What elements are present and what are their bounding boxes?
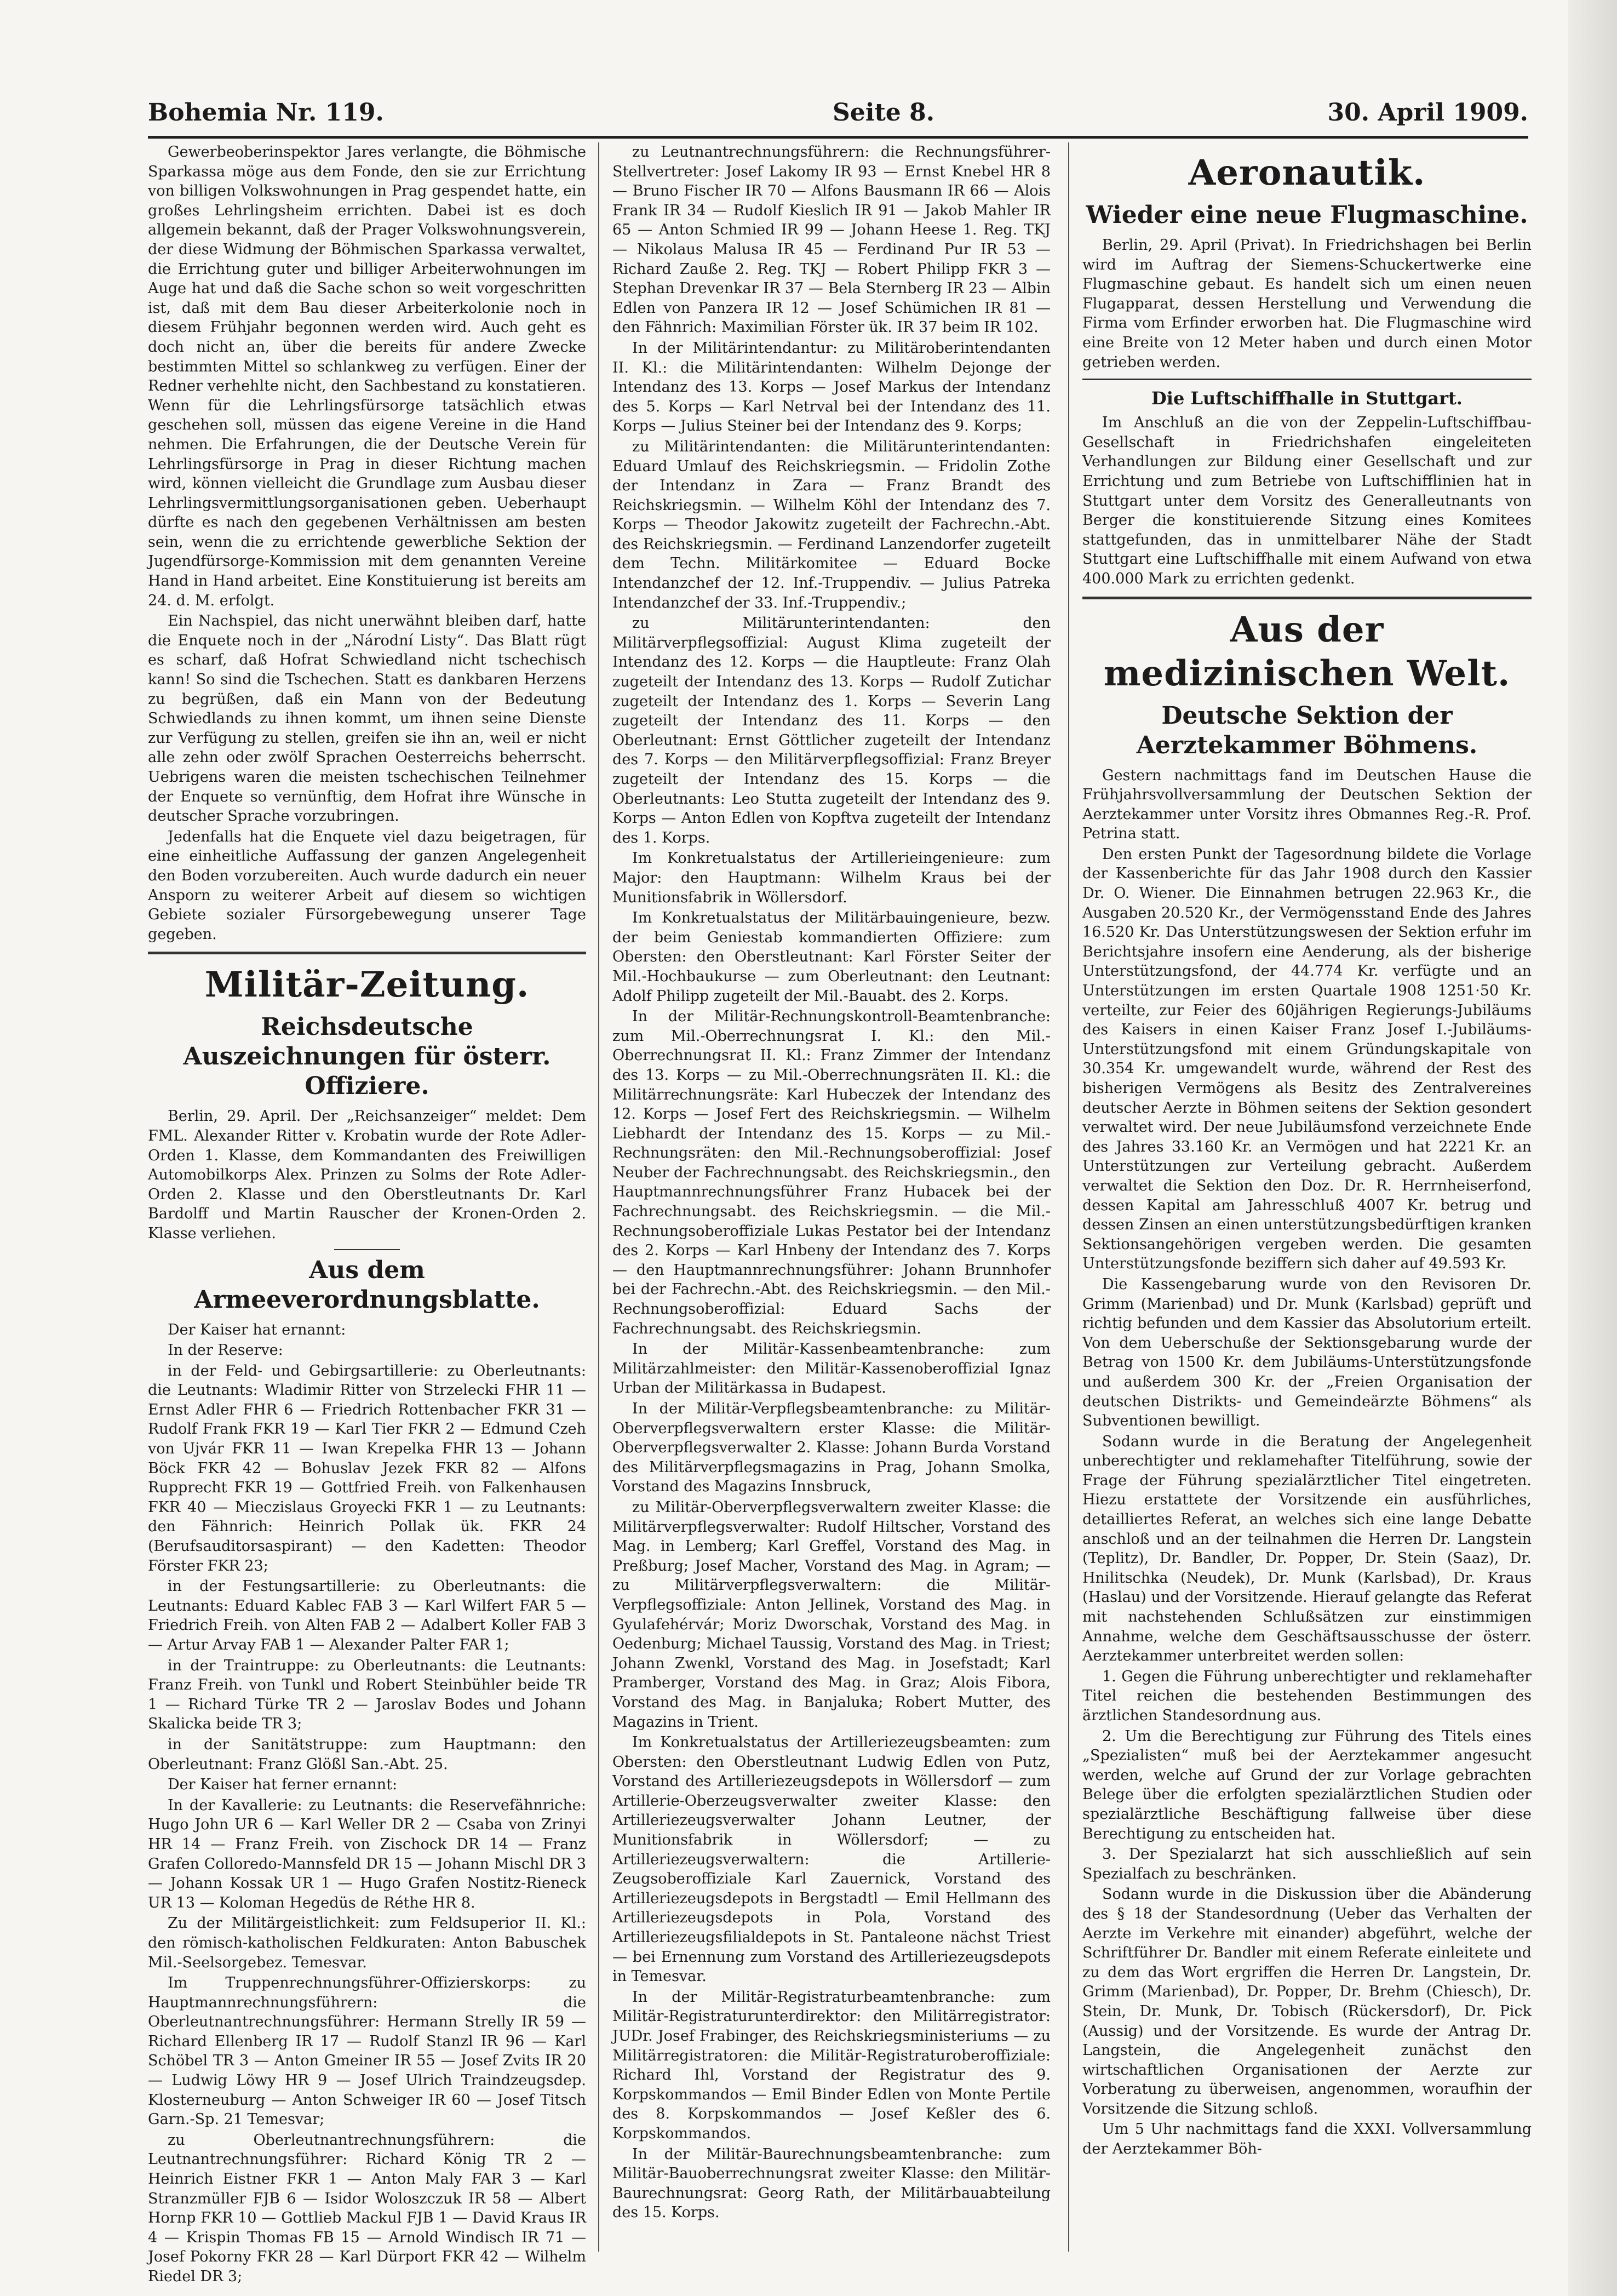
article-paragraph: in der Feld- und Gebirgsartillerie: zu Oberleutnants: die Leutnants: Wladimir Ritter von Strzelecki FHR 11 — Ernst Adler FHR 6 — Friedrich Rottenbacher FKR 31 — Rudolf Frank FKR 19 — Karl Tier FKR 2 — Edmund Czeh von Ujvár FKR 11 — Iwan Krepelka FHR 13 — Johann Böck FKR 42 — Bohuslav Jezek FKR 82 — Alfons Rupprecht FKR 19 — Gottfried Freih. von Falkenhausen FKR 40 — Mieczislaus Groyecki FKR 1 — zu Leutnants: den Fähnrich: Heinrich Pollak ük. FKR 24 (Berufsauditorsaspirant) — den Kadetten: Theodor Förster FKR 23; [148, 1362, 586, 1574]
article-paragraph: Berlin, 29. April (Privat). In Friedrichshagen bei Berlin wird im Auftrag der Siemens-Schuckertwerke eine Flugmaschine gebaut. Es handelt sich um einen neuen Flugapparat, dessen Herstellung und Verwendung die Firma vom Erfinder erworben hat. Die Flugmaschine wird eine Breite von 12 Meter haben und durch einen Motor getrieben werden. [1082, 237, 1532, 371]
article-paragraph: in der Festungsartillerie: zu Oberleutnants: die Leutnants: Eduard Kablec FAB 3 — Karl Wilfert FAR 5 — Friedrich Freih. von Alten FAB 2 — Adalbert Koller FAB 3 — Artur Arvay FAB 1 — Alexander Palter FAR 1; [148, 1578, 586, 1653]
section-rule [148, 952, 586, 954]
article-paragraph: 3. Der Spezialarzt hat sich ausschließlich auf sein Spezialfach zu beschränken. [1082, 1846, 1532, 1882]
article-paragraph: zu Oberleutnantrechnungsführern: die Leutnantrechnungsführer: Richard König TR 2 — Heinrich Eistner FKR 1 — Anton Maly FAR 3 — Karl Stranzmüller FJB 6 — Isidor Woloszczuk IR 58 — Albert Hornp FKR 10 — Gottlieb Mackul FJB 1 — David Kraus IR 4 — Krispin Thomas FB 15 — Arnold Windisch IR 71 — Josef Pokorny FKR 28 — Karl Dürport FKR 42 — Wilhelm Riedel DR 3; [148, 2131, 586, 2285]
column-divider [598, 142, 599, 2252]
article-paragraph: Im Truppenrechnungsführer-Offizierskorps: zu Hauptmannrechnungsführern: die Oberleutnantrechnungsführer: Hermann Strelly IR 59 — Richard Ellenberg IR 17 — Rudolf Stanzl IR 96 — Karl Schöbel TR 3 — Anton Gmeiner IR 55 — Josef Zvits IR 20 — Ludwig Löwy HR 9 — Josef Ulrich Traindzeugsdep. Klosterneuburg — Anton Schweiger IR 60 — Josef Titsch Garn.-Sp. 21 Temesvar; [148, 1974, 586, 2128]
article-paragraph: 2. Um die Berechtigung zur Führung des Titels eines „Spezialisten“ muß bei der Aerztekammer angesucht werden, welche auf Grund der zur Vorlage gebrachten Belege über die erfolgten spezialärztlichen Studien oder spezialärztliche Beschäftigung fallweise über diese Berechtigung zu entscheiden hat. [1082, 1727, 1532, 1842]
article-paragraph: Gewerbeoberinspektor Jares verlangte, die Böhmische Sparkassa möge aus dem Fonde, den sie zur Errichtung von billigen Volkswohnungen in Prag gespendet hatte, ein großes Lehrlingsheim errichten. Dabei ist es doch allgemein bekannt, daß der Prager Volkswohnungsverein, der diese Widmung der Böhmischen Sparkassa verwaltet, die Errichtung guter und billiger Arbeiterwohnungen im Auge hat und daß die Sache schon so weit vorgeschritten ist, daß mit dem Bau dieser Arbeiterkolonie noch in diesem Frühjahr begonnen werden wird. Auch geht es doch nicht an, über die bereits für andere Zwecke bestimmten Mittel so schlankweg zu verfügen. Einer der Redner verhehlte nicht, den Sachbestand zu konstatieren. Wenn für die Lehrlingsfürsorge tatsächlich etwas geschehen soll, müssen das eigene Vereine in die Hand nehmen. Die Erfahrungen, die der Deutsche Verein für Lehrlingsfürsorge in Prag in dieser Richtung machen wird, können vielleicht die Grundlage zum Ausbau dieser Lehrlingsvermittlungsorganisationen geben. Ueberhaupt dürfte es nach den gegebenen Verhältnissen am besten sein, wenn die zu errichtende gewerbliche Sektion der Jugendfürsorge-Kommission mit dem genannten Vereine Hand in Hand arbeitet. Eine Konstituierung ist bereits am 24. d. M. erfolgt. [148, 144, 586, 609]
article-title: Aus dem Armeeverordnungsblatte. [194, 1256, 540, 1314]
article-paragraph: in der Traintruppe: zu Oberleutnants: die Leutnants: Franz Freih. von Tunkl und Robert Steinbühler beide TR 1 — Richard Türke TR 2 — Jaroslav Bodes und Johann Skalicka beide TR 3; [148, 1657, 586, 1733]
article-paragraph: zu Leutnantrechnungsführern: die Rechnungsführer-Stellvertreter: Josef Lakomy IR 93 — Ernst Knebel HR 8 — Bruno Fischer IR 70 — Alfons Bausmann IR 66 — Alois Frank IR 34 — Rudolf Kieslich IR 91 — Jakob Mahler IR 65 — Anton Schmied IR 99 — Johann Heese 1. Reg. TKJ — Nikolaus Malusa IR 45 — Ferdinand Pur IR 53 — Richard Zauße 2. Reg. TKJ — Robert Philipp FKR 3 — Stephan Drevenkar IR 37 — Bela Sternberg IR 23 — Albin Edlen von Panzera IR 12 — Josef Schümichen IR 81 — den Fähnrich: Maximilian Förster ük. IR 37 beim IR 102. [612, 144, 1051, 336]
page-header [148, 93, 1528, 131]
divider [334, 1249, 400, 1250]
article-paragraph: Den ersten Punkt der Tagesordnung bildete die Vorlage der Kassenberichte für das Jahr 1908 durch den Kassier Dr. O. Wiener. Die Einnahmen betrugen 22.963 Kr., die Ausgaben 20.520 Kr., der Vermögensstand Ende des Jahres 16.520 Kr. Das Unterstützungswesen der Sektion erfuhr im Berichtsjahre insofern eine Aenderung, als der bisherige Unterstützungsfond, der 44.774 Kr. verfügte und an Unterstützungen im ersten Quartale 1908 1251·50 Kr. verteilte, zur Feier des 60jährigen Regierungs-Jubiläums des Kaisers in einen Kaiser Franz Josef I.-Jubiläums-Unterstützungsfond mit einem Gründungskapitale von 30.354 Kr. umgewandelt wurde, während der Rest des bisherigen Vermögens als Besitz des Zentralvereines deutscher Aerzte in Böhmen seitens der Sektion gesondert verwaltet wird. Der neue Jubiläumsfond verzeichnete Ende des Jahres 33.160 Kr. an Vermögen und hat 2221 Kr. an Unterstützungen zur Verteilung gebracht. Außerdem verwaltet die Sektion den Doz. Dr. R. Herrnheiserfond, dessen Kapital am Jahresschluß 4007 Kr. betrug und dessen Zinsen an einen unterstützungsbedürftigen kranken Sektionsangehörigen vergeben werden. Die gesamten Unterstützungsfonde beziffern sich daher auf 49.593 Kr. [1082, 845, 1532, 1273]
section-title: Militär-Zeitung. [204, 964, 530, 1006]
column-divider [1068, 142, 1069, 2252]
article-paragraph: In der Reserve: [168, 1342, 283, 1359]
article-paragraph: zu Militärunterintendanten: den Militärverpflegsoffizial: August Klima zugeteilt der Intendanz des 12. Korps — die Hauptleute: Franz Olah zugeteilt der Intendanz des 13. Korps — Rudolf Zutichar zugeteilt der Intendanz des 1. Korps — Severin Lang zugeteilt der Intendanz des 11. Korps — den Oberleutnant: Ernst Göttlicher zugeteilt der Intendanz des 7. Korps — den Militärverpflegsoffizial: Franz Breyer zugeteilt der Intendanz des 15. Korps — die Oberleutnants: Leo Stutta zugeteilt der Intendanz des 9. Korps — Anton Edlen von Kopftva zugeteilt der Intendanz des 1. Korps. [612, 615, 1051, 846]
article-paragraph: Zu der Militärgeistlichkeit: zum Feldsuperior II. Kl.: den römisch-katholischen Feldkuraten: Anton Babuschek Mil.-Seelsorgebez. Temesvar. [148, 1915, 586, 1971]
column-3 [1082, 142, 1532, 2252]
article-paragraph: Um 5 Uhr nachmittags fand die XXXI. Vollversammlung der Aerztekammer Böh- [1082, 2121, 1532, 2158]
article-title: Die Luftschiffhalle in Stuttgart. [1151, 388, 1463, 409]
article-paragraph: In der Militär-Baurechnungsbeamtenbranche: zum Militär-Bauoberrechnungsrat zweiter Klasse: den Militär-Baurechnungsrat: Georg Rath, der Militärbauabteilung des 15. Korps. [612, 2145, 1051, 2221]
article-paragraph: zu Militär-Oberverpflegsverwaltern zweiter Klasse: die Militärverpflegsverwalter: Rudolf Hiltscher, Vorstand des Mag. in Lemberg; Karl Greffel, Vorstand des Mag. in Preßburg; Josef Macher, Vorstand des Mag. in Agram; — zu Militärverpflegsverwaltern: die Militär-Verpflegsoffiziale: Anton Jellinek, Vorstand des Mag. in Gyulafehérvár; Moriz Dworschak, Vorstand des Mag. in Oedenburg; Michael Taussig, Vorstand des Mag. in Triest; Johann Zwenkl, Vorstand des Mag. in Josefstadt; Karl Pramberger, Vorstand des Mag. in Graz; Alois Fibora, Vorstand des Mag. in Banjaluka; Robert Mutter, des Magazins in Trient. [612, 1498, 1051, 1731]
page-number: Seite 8. [833, 99, 935, 127]
article-paragraph: in der Sanitätstruppe: zum Hauptmann: den Oberleutnant: Franz Glößl San.-Abt. 25. [148, 1736, 586, 1773]
article-paragraph: Sodann wurde in die Diskussion über die Abänderung des § 18 der Standesordnung (Ueber das Verhalten der Aerzte im Verkehre mit einander) abgeführt, welche der Schriftführer Dr. Bandler mit einem Referate einleitete und zu dem das Wort ergriffen die Herren Dr. Langstein, Dr. Grimm (Marienbad), Dr. Popper, Dr. Brehm (Chiesch), Dr. Stein, Dr. Munk, Dr. Tobisch (Rückersdorf), Dr. Pick (Aussig) und der Vorsitzende. Es wurde der Antrag Dr. Langstein, die Angelegenheit zunächst den wirtschaftlichen Organisationen der Aerzte zur Vorberatung zu überweisen, angenommen, woraufhin der Vorsitzende die Sitzung schloß. [1082, 1886, 1532, 2117]
article-paragraph: Der Kaiser hat ferner ernannt: [168, 1776, 398, 1794]
article-title: Wieder eine neue Flugmaschine. [1086, 201, 1528, 229]
header-rule [148, 136, 1528, 139]
column-1 [148, 142, 586, 2285]
column-2 [612, 142, 1051, 2252]
article-paragraph: In der Militärintendantur: zu Militäroberintendanten II. Kl.: die Militärintendanten: Wilhelm Dejonge der Intendanz des 13. Korps — Josef Markus der Intendanz des 5. Korps — Karl Netrval bei der Intendanz des 11. Korps — Julius Steiner bei der Intendanz des 9. Korps; [612, 339, 1051, 435]
article-paragraph: Ein Nachspiel, das nicht unerwähnt bleiben darf, hatte die Enquete noch in der „Národní Listy“. Das Blatt rügt es scharf, daß Hofrat Schwiedland nicht tschechisch kann! So sind die Tschechen. Statt es dankbaren Herzens zu begrüßen, daß ein Mann von der Bedeutung Schwiedlands zu ihnen kommt, um ihnen seine Dienste zur Verfügung zu stellen, greifen sie ihn an, weil er nicht alle zehn oder zwölf Sprachen Oesterreichs beherrscht. Uebrigens waren die meisten tschechischen Teilnehmer der Enquete so vernünftig, dem Hofrat ihre Wünsche in deutscher Sprache vorzubringen. [148, 612, 586, 825]
article-paragraph: In der Militär-Rechnungskontroll-Beamtenbranche: zum Mil.-Oberrechnungsrat I. Kl.: den Mil.-Oberrechnungsrat II. Kl.: Franz Zimmer der Intendanz des 13. Korps — zu Mil.-Oberrechnungsräten II. Kl.: die Militärrechnungsräte: Karl Hubeczek der Intendanz des 12. Korps — Josef Fert des Reichskriegsmin. — Wilhelm Liebhardt der Intendanz des 15. Korps — zu Mil.-Rechnungsräten: den Mil.-Rechnungsoberoffizial: Josef Neuber der Fachrechnungsabt. des Reichskriegsmin., den Hauptmannrechnungsführer Franz Hubacek bei der Fachrechnungsabt. des Reichskriegsmin. — die Mil.-Rechnungsoberoffiziale Lukas Pestator bei der Intendanz des 2. Korps — Karl Hnbeny der Intendanz des 7. Korps — den Hauptmannrechnungsführer: Johann Brunnhofer bei der Fachrechn.-Abt. des Reichskriegsmin. — den Mil.-Rechnungsoberoffizial: Eduard Sachs der Fachrechnungsabt. des Reichskriegsmin. [612, 1008, 1051, 1337]
issue-date: 30. April 1909. [1327, 99, 1528, 127]
article-paragraph: In der Militär-Registraturbeamtenbranche: zum Militär-Registraturunterdirektor: den Militärregistrator: JUDr. Josef Frabinger, des Reichskriegsministeriums — zu Militärregistratoren: die Militär-Registraturoberoffiziale: Richard Ihl, Vorstand der Registratur des 9. Korpskommandos — Emil Binder Edlen von Monte Pertile des 8. Korpskommandos — Josef Keßler des 6. Korpskommandos. [612, 1988, 1051, 2142]
article-title: Reichsdeutsche Auszeichnungen für österr. Offiziere. [183, 1013, 551, 1101]
article-paragraph: Im Anschluß an die von der Zeppelin-Luftschiffbau-Gesellschaft in Friedrichshafen eingeleiteten Verhandlungen zur Bildung einer Gesellschaft und zur Errichtung und zum Betriebe von Luftschifflinien hat in Stuttgart unter dem Vorsitz des Generalleutnants von Berger die konstituierende Sitzung eines Komitees stattgefunden, das in unmittelbarer Nähe der Stadt Stuttgart eine Luftschiffhalle mit einem Aufwand von etwa 400.000 Mark zu errichten gedenkt. [1082, 414, 1532, 587]
article-paragraph: Der Kaiser hat ernannt: [168, 1321, 346, 1338]
divider [1082, 379, 1532, 380]
article-title: Deutsche Sektion der Aerztekammer Böhmens. [1136, 701, 1478, 759]
article-paragraph: Berlin, 29. April. Der „Reichsanzeiger“ meldet: Dem FML. Alexander Ritter v. Krobatin wurde der Rote Adler-Orden 1. Klasse, dem Kommandanten des Freiwilligen Automobilkorps Alex. Prinzen zu Solms der Rote Adler-Orden 2. Klasse und den Oberstleutnants Dr. Karl Bardolff und Martin Rauscher der Kronen-Orden 2. Klasse verliehen. [148, 1108, 586, 1242]
section-rule [1082, 597, 1532, 599]
article-paragraph: Jedenfalls hat die Enquete viel dazu beigetragen, für eine einheitliche Auffassung der ganzen Angelegenheit den Boden vorzubereiten. Auch wurde dadurch ein neuer Ansporn zu weiterer Arbeit auf diesem so wichtigen Gebiete sozialer Fürsorgebewegung unserer Tage gegeben. [148, 828, 586, 943]
article-paragraph: zu Militärintendanten: die Militärunterintendanten: Eduard Umlauf des Reichskriegsmin. — Fridolin Zothe der Intendanz in Zara — Franz Brandt des Reichskriegsmin. — Wilhelm Köhl der Intendanz des 7. Korps — Theodor Jakowitz zugeteilt der Fachrechn.-Abt. des Reichskriegsmin. — Ferdinand Lanzendorfer zugeteilt dem Techn. Militärkomitee — Eduard Bocke Intendanzchef der 12. Inf.-Truppendiv. — Julius Patreka Intendanzchef der 33. Inf.-Truppendiv.; [612, 438, 1051, 611]
article-paragraph: In der Militär-Verpflegsbeamtenbranche: zu Militär-Oberverpflegsverwaltern erster Klasse: die Militär-Oberverpflegsverwalter 2. Klasse: Johann Burda Vorstand des Militärverpflegsmagazins in Prag, Johann Smolka, Vorstand des Magazins Innsbruck, [612, 1400, 1051, 1496]
article-paragraph: Sodann wurde in die Beratung der Angelegenheit unberechtigter und reklamehafter Titelführung, sowie der Frage der Führung spezialärztlicher Titel eingetreten. Hiezu erstattete der Vorsitzende ein ausführliches, detailliertes Referat, an welches sich eine lange Debatte anschloß und an der teilnahmen die Herren Dr. Langstein (Teplitz), Dr. Bandler, Dr. Popper, Dr. Stein (Saaz), Dr. Hnilitschka (Neudek), Dr. Munk (Karlsbad), Dr. Kraus (Haslau) und der Vorsitzende. Hierauf gelangte das Referat mit nachstehenden Schlußsätzen zur einstimmigen Annahme, welche dem Geschäftsausschusse der österr. Aerztekammer unterbreitet werden sollen: [1082, 1433, 1532, 1665]
article-paragraph: Im Konkretualstatus der Artillerieingenieure: zum Major: den Hauptmann: Wilhelm Kraus bei der Munitionsfabrik in Wöllersdorf. [612, 850, 1051, 906]
article-paragraph: Im Konkretualstatus der Militärbauingenieure, bezw. der beim Geniestab kommandierten Offiziere: zum Obersten: den Oberstleutnant: Karl Förster Seiter der Mil.-Hochbaukurse — zum Oberleutnant: den Leutnant: Adolf Philipp zugeteilt der Mil.-Bauabt. des 2. Korps. [612, 909, 1051, 1005]
article-paragraph: 1. Gegen die Führung unberechtigter und reklamehafter Titel reichen die bestehenden Bestimmungen des ärztlichen Standesordnung aus. [1082, 1668, 1532, 1724]
section-title: Aus der medizinischen Welt. [1103, 609, 1511, 694]
article-paragraph: Gestern nachmittags fand im Deutschen Hause die Frühjahrsvollversammlung der Deutschen Sektion der Aerztekammer unter Vorsitz ihres Obmannes Reg.-R. Prof. Petrina statt. [1082, 766, 1532, 843]
article-paragraph: Die Kassengebarung wurde von den Revisoren Dr. Grimm (Marienbad) und Dr. Munk (Karlsbad) geprüft und richtig befunden und dem Kassier das Absolutorium erteilt. Von dem Ueberschuße der Sektionsgebarung wurde der Betrag von 1500 Kr. dem Jubiläums-Unterstützungsfonde und außerdem 300 Kr. der „Freien Organisation der deutschen Distrikts- und Gemeindeärzte Böhmens“ als Subventionen bewilligt. [1082, 1275, 1532, 1430]
issue-number: Bohemia Nr. 119. [148, 99, 384, 127]
article-paragraph: In der Militär-Kassenbeamtenbranche: zum Militärzahlmeister: den Militär-Kassenoberoffizial Ignaz Urban der Militärkassa in Budapest. [612, 1341, 1051, 1397]
article-paragraph: In der Kavallerie: zu Leutnants: die Reservefähnriche: Hugo John UR 6 — Karl Weller DR 2 — Csaba von Zrinyi HR 14 — Franz Freih. von Zischock DR 14 — Franz Grafen Colloredo-Mannsfeld DR 15 — Johann Mischl DR 3 — Johann Kossak UR 1 — Hugo Grafen Nostitz-Rieneck UR 13 — Koloman Hegedüs de Réthe HR 8. [148, 1796, 586, 1911]
article-paragraph: Im Konkretualstatus der Artilleriezeugsbeamten: zum Obersten: den Oberstleutnant Ludwig Edlen von Putz, Vorstand des Artilleriezeugsdepots in Wöllersdorf — zum Artillerie-Oberzeugsverwalter zweiter Klasse: den Artilleriezeugsverwalter Johann Leutner, der Munitionsfabrik in Wöllersdorf; — zu Artilleriezeugsverwaltern: die Artillerie-Zeugsoberoffiziale Karl Zauernick, Vorstand des Artilleriezeugsdepots in Bergstadtl — Emil Hellmann des Artilleriezeugsdepots in Pola, Vorstand des Artilleriezeugsfilialdepots in St. Pantaleone nächst Triest — bei Ernennung zum Vorstand des Artilleriezeugsdepots in Temesvar. [612, 1734, 1051, 1985]
section-title: Aeronautik. [1188, 152, 1426, 193]
